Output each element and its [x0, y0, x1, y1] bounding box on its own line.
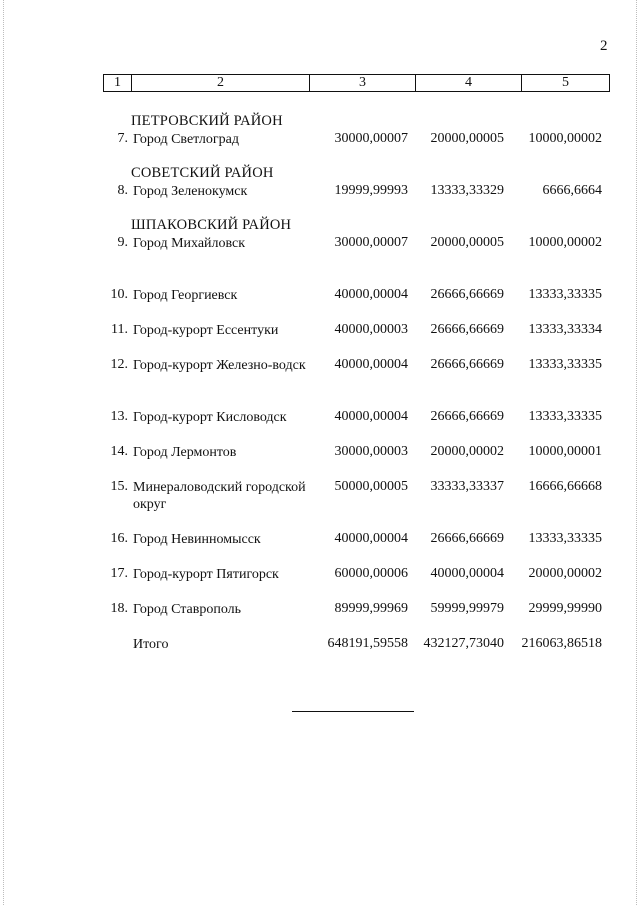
- column-header-1: 1: [104, 75, 132, 91]
- total-row: [0, 636, 640, 672]
- row-value-col4: 26666,66669: [430, 531, 504, 546]
- table-row: [0, 409, 640, 445]
- row-value-col5: 29999,99990: [528, 601, 602, 616]
- row-value-col5: 10000,00001: [528, 444, 602, 459]
- column-header-5: 5: [562, 75, 569, 90]
- row-number: 12.: [110, 357, 128, 372]
- row-name: Минераловодский городской округ: [133, 480, 306, 512]
- total-value-col3: 648191,59558: [327, 636, 408, 651]
- row-number: 7.: [117, 131, 128, 146]
- table-row: [0, 322, 640, 358]
- row-value-col3: 89999,99969: [334, 601, 408, 616]
- row-value-col3: 30000,00007: [334, 235, 408, 250]
- row-name: Город-курорт Ессентуки: [133, 323, 279, 338]
- row-name: Город Лермонтов: [133, 445, 237, 460]
- total-label: Итого: [133, 637, 169, 652]
- row-value-col5: 20000,00002: [528, 566, 602, 581]
- row-value-col5: 13333,33335: [528, 357, 602, 372]
- row-number: 14.: [110, 444, 128, 459]
- table-row: [0, 444, 640, 480]
- table-row: [0, 235, 640, 271]
- row-value-col4: 40000,00004: [430, 566, 504, 581]
- row-value-col4: 59999,99979: [430, 601, 504, 616]
- row-value-col3: 60000,00006: [334, 566, 408, 581]
- row-name: Город-курорт Пятигорск: [133, 567, 279, 582]
- closing-rule: [292, 711, 414, 712]
- table-row: [0, 566, 640, 602]
- row-name: Город-курорт Железно-водск: [133, 358, 306, 373]
- row-value-col4: 26666,66669: [430, 409, 504, 424]
- row-value-col5: 6666,6664: [542, 183, 602, 198]
- column-header-4: 4: [416, 75, 522, 91]
- table-row: [0, 357, 640, 393]
- row-number: 10.: [110, 287, 128, 302]
- total-value-col4: 432127,73040: [423, 636, 504, 651]
- row-value-col3: 40000,00003: [334, 322, 408, 337]
- table-row: [0, 183, 640, 219]
- row-name: Город Георгиевск: [133, 288, 238, 303]
- row-value-col3: 40000,00004: [334, 357, 408, 372]
- column-header-2: 2: [132, 75, 310, 91]
- row-value-col4: 13333,33329: [430, 183, 504, 198]
- row-name: Город-курорт Кисловодск: [133, 410, 287, 425]
- total-value-col5: 216063,86518: [521, 636, 602, 651]
- row-number: 18.: [110, 601, 128, 616]
- row-number: 9.: [117, 235, 128, 250]
- table-row: [0, 131, 640, 167]
- row-value-col4: 26666,66669: [430, 287, 504, 302]
- row-value-col3: 30000,00003: [334, 444, 408, 459]
- row-value-col5: 13333,33334: [528, 322, 602, 337]
- row-value-col4: 33333,33337: [430, 479, 504, 494]
- page-number: 2: [600, 38, 608, 54]
- row-number: 17.: [110, 566, 128, 581]
- row-name: Город Ставрополь: [133, 602, 242, 617]
- district-heading: СОВЕТСКИЙ РАЙОН: [131, 165, 274, 181]
- row-value-col5: 13333,33335: [528, 287, 602, 302]
- district-heading: ПЕТРОВСКИЙ РАЙОН: [131, 113, 283, 129]
- row-number: 8.: [117, 183, 128, 198]
- row-name: Город Невинномысск: [133, 532, 261, 547]
- row-value-col4: 20000,00005: [430, 235, 504, 250]
- row-value-col5: 13333,33335: [528, 409, 602, 424]
- table-row: [0, 479, 640, 515]
- row-number: 11.: [111, 322, 128, 337]
- row-value-col4: 20000,00005: [430, 131, 504, 146]
- row-value-col4: 20000,00002: [430, 444, 504, 459]
- row-value-col4: 26666,66669: [430, 322, 504, 337]
- column-header-3: 3: [310, 75, 416, 91]
- district-heading: ШПАКОВСКИЙ РАЙОН: [131, 217, 292, 233]
- row-number: 15.: [110, 479, 128, 494]
- row-value-col5: 13333,33335: [528, 531, 602, 546]
- row-name: Город Михайловск: [133, 236, 246, 251]
- column-header-row: [103, 74, 610, 92]
- row-value-col5: 10000,00002: [528, 131, 602, 146]
- row-value-col3: 30000,00007: [334, 131, 408, 146]
- row-value-col5: 10000,00002: [528, 235, 602, 250]
- row-value-col5: 16666,66668: [528, 479, 602, 494]
- row-value-col3: 19999,99993: [334, 183, 408, 198]
- row-name: Город Зеленокумск: [133, 184, 248, 199]
- row-number: 13.: [110, 409, 128, 424]
- table-row: [0, 531, 640, 567]
- row-value-col4: 26666,66669: [430, 357, 504, 372]
- row-value-col3: 40000,00004: [334, 531, 408, 546]
- table-row: [0, 601, 640, 637]
- row-value-col3: 40000,00004: [334, 409, 408, 424]
- table-row: [0, 287, 640, 323]
- row-number: 16.: [110, 531, 128, 546]
- row-value-col3: 50000,00005: [334, 479, 408, 494]
- row-name: Город Светлоград: [133, 132, 239, 147]
- row-value-col3: 40000,00004: [334, 287, 408, 302]
